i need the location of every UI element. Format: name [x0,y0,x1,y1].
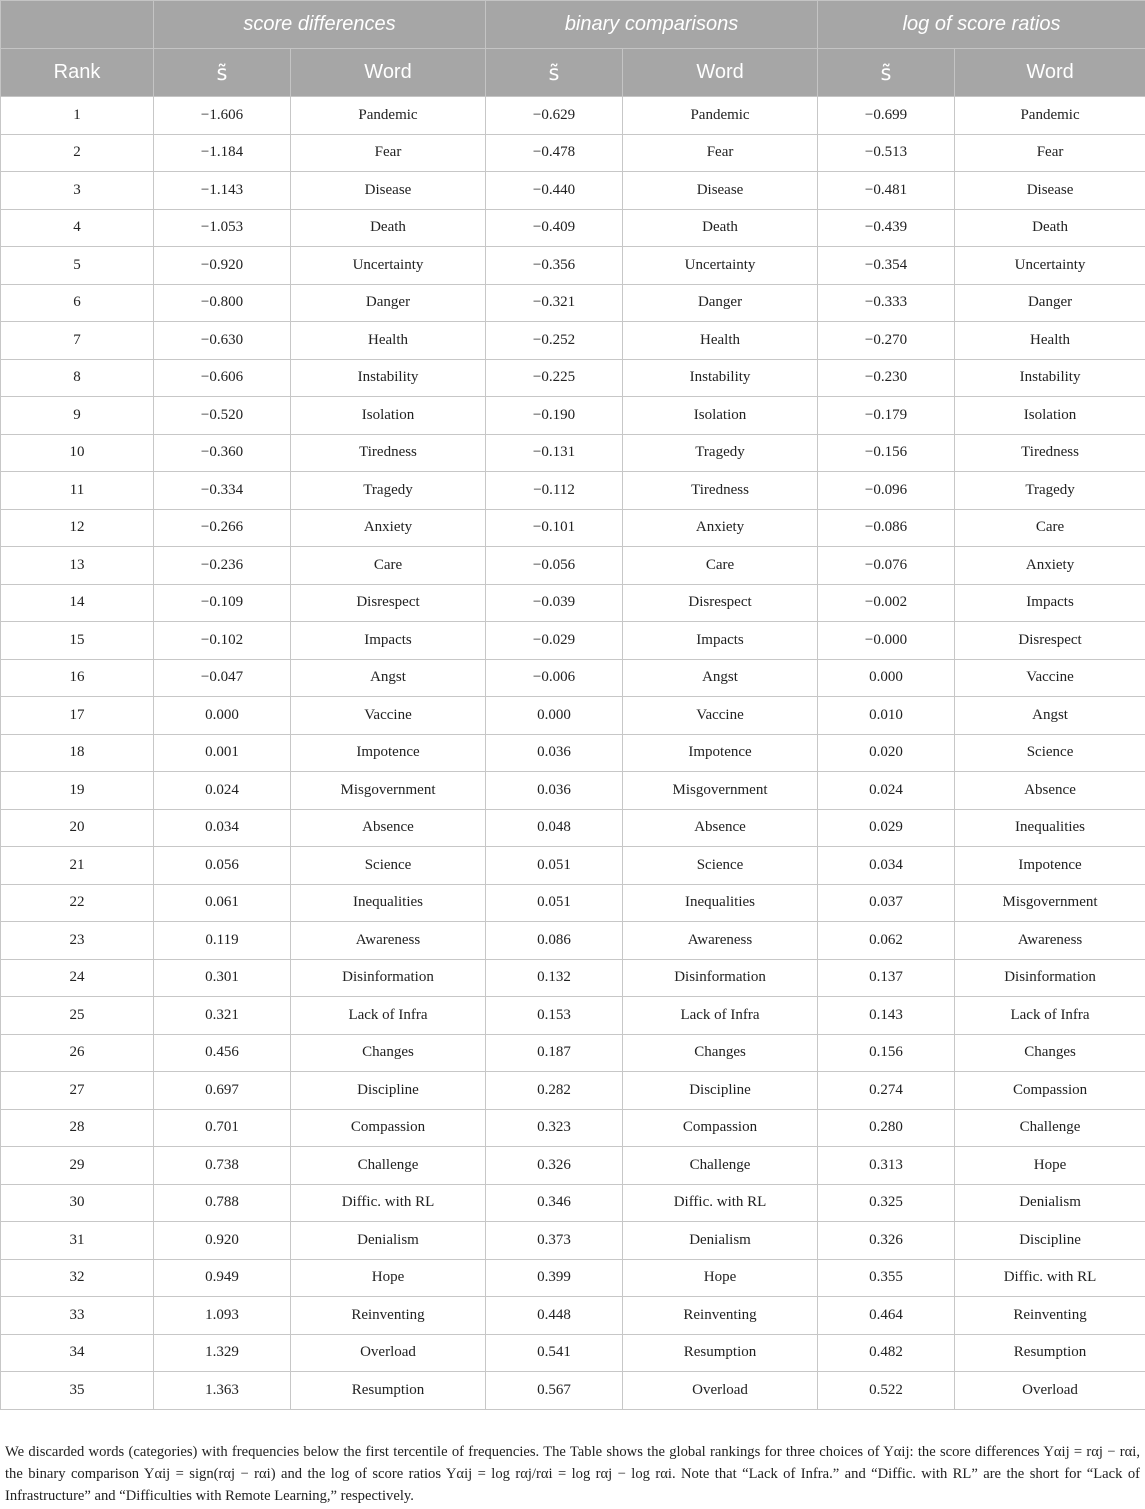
score-diff-word: Disease [291,172,486,210]
log-ratio-value: −0.096 [818,472,955,510]
table-row [1,247,1145,285]
log-ratio-value: 0.037 [818,884,955,922]
table-row [1,584,1145,622]
log-ratio-word: Anxiety [955,547,1145,585]
rank-header-spacer [1,1,154,49]
score-diff-value: 0.001 [154,734,291,772]
score-diff-word: Angst [291,659,486,697]
rank-cell: 19 [1,772,154,810]
binary-value: 0.051 [486,847,623,885]
binary-word: Discipline [623,1072,818,1110]
rank-cell: 20 [1,809,154,847]
log-ratio-value: 0.274 [818,1072,955,1110]
log-ratio-word: Science [955,734,1145,772]
rank-cell: 3 [1,172,154,210]
score-diff-value: −0.109 [154,584,291,622]
rank-cell: 24 [1,959,154,997]
score-diff-word: Inequalities [291,884,486,922]
binary-word: Misgovernment [623,772,818,810]
table-row [1,1297,1145,1335]
table-row [1,1109,1145,1147]
binary-value: 0.132 [486,959,623,997]
log-ratio-value: 0.313 [818,1147,955,1185]
log-ratio-word: Diffic. with RL [955,1259,1145,1297]
log-ratio-value: 0.280 [818,1109,955,1147]
log-ratio-word: Tragedy [955,472,1145,510]
score-diff-word: Compassion [291,1109,486,1147]
score-diff-word: Discipline [291,1072,486,1110]
binary-word: Compassion [623,1109,818,1147]
log-ratio-word: Awareness [955,922,1145,960]
binary-value: −0.029 [486,622,623,660]
score-diff-word: Impacts [291,622,486,660]
score-diff-word: Death [291,209,486,247]
binary-word: Uncertainty [623,247,818,285]
score-diff-word: Care [291,547,486,585]
binary-value: −0.409 [486,209,623,247]
log-ratio-word: Changes [955,1034,1145,1072]
binary-value: −0.039 [486,584,623,622]
log-ratio-value: 0.010 [818,697,955,735]
log-ratio-word: Pandemic [955,97,1145,135]
score-diff-value: −0.630 [154,322,291,360]
score-diff-value: −1.053 [154,209,291,247]
table-row [1,847,1145,885]
score-diff-word: Tiredness [291,434,486,472]
table-row [1,322,1145,360]
log-ratio-word: Inequalities [955,809,1145,847]
log-ratio-value: 0.325 [818,1184,955,1222]
score-diff-word: Lack of Infra [291,997,486,1035]
binary-value: −0.629 [486,97,623,135]
binary-word: Impacts [623,622,818,660]
table-row [1,359,1145,397]
table-row [1,547,1145,585]
binary-word: Danger [623,284,818,322]
table-row [1,1034,1145,1072]
rank-cell: 27 [1,1072,154,1110]
table-row [1,397,1145,435]
log-ratio-word: Overload [955,1372,1145,1410]
score-diff-word: Disrespect [291,584,486,622]
log-ratio-value: −0.000 [818,622,955,660]
table-row [1,1259,1145,1297]
word-header: Word [623,49,818,97]
rank-cell: 23 [1,922,154,960]
binary-word: Lack of Infra [623,997,818,1035]
binary-word: Care [623,547,818,585]
log-ratio-value: −0.270 [818,322,955,360]
log-ratio-value: 0.482 [818,1334,955,1372]
binary-value: 0.000 [486,697,623,735]
rank-cell: 7 [1,322,154,360]
table-header [1,1,1145,97]
score-diff-word: Reinventing [291,1297,486,1335]
log-ratio-value: −0.513 [818,134,955,172]
group-header-binary-comparisons: binary comparisons [486,1,818,49]
table-row [1,209,1145,247]
binary-word: Challenge [623,1147,818,1185]
binary-word: Fear [623,134,818,172]
score-diff-value: 1.093 [154,1297,291,1335]
score-diff-value: 0.920 [154,1222,291,1260]
score-diff-word: Diffic. with RL [291,1184,486,1222]
rank-cell: 17 [1,697,154,735]
score-diff-value: 0.738 [154,1147,291,1185]
log-ratio-value: −0.086 [818,509,955,547]
rank-cell: 22 [1,884,154,922]
log-ratio-word: Impotence [955,847,1145,885]
binary-value: −0.321 [486,284,623,322]
binary-value: 0.448 [486,1297,623,1335]
score-diff-word: Resumption [291,1372,486,1410]
rank-cell: 15 [1,622,154,660]
binary-value: 0.399 [486,1259,623,1297]
log-ratio-word: Impacts [955,584,1145,622]
binary-value: −0.056 [486,547,623,585]
score-diff-word: Pandemic [291,97,486,135]
log-ratio-value: 0.355 [818,1259,955,1297]
rank-cell: 12 [1,509,154,547]
log-ratio-word: Discipline [955,1222,1145,1260]
log-ratio-value: −0.230 [818,359,955,397]
rank-cell: 16 [1,659,154,697]
log-ratio-word: Disrespect [955,622,1145,660]
table-row [1,772,1145,810]
score-diff-value: 0.061 [154,884,291,922]
score-diff-value: −0.520 [154,397,291,435]
binary-value: 0.567 [486,1372,623,1410]
table-row [1,172,1145,210]
binary-value: −0.225 [486,359,623,397]
score-diff-value: 0.119 [154,922,291,960]
binary-value: 0.346 [486,1184,623,1222]
rank-cell: 30 [1,1184,154,1222]
rank-cell: 33 [1,1297,154,1335]
binary-word: Resumption [623,1334,818,1372]
rank-cell: 28 [1,1109,154,1147]
table-row [1,1147,1145,1185]
binary-value: 0.373 [486,1222,623,1260]
table-body [1,97,1145,1410]
score-diff-word: Impotence [291,734,486,772]
binary-word: Death [623,209,818,247]
score-diff-word: Disinformation [291,959,486,997]
binary-value: −0.131 [486,434,623,472]
log-ratio-word: Lack of Infra [955,997,1145,1035]
table-row [1,1334,1145,1372]
binary-word: Tragedy [623,434,818,472]
score-diff-value: −1.143 [154,172,291,210]
rank-cell: 8 [1,359,154,397]
score-diff-value: −0.360 [154,434,291,472]
score-diff-value: 0.949 [154,1259,291,1297]
log-ratio-value: −0.076 [818,547,955,585]
binary-word: Overload [623,1372,818,1410]
log-ratio-word: Health [955,322,1145,360]
binary-word: Disrespect [623,584,818,622]
table-footnote: We discarded words (categories) with frequencies below the first tercentile of frequencies. The Table shows the global rankings for three choices of Yαij: the score differences Yαij = rαj − rαi, the binary comparison Yαij = sign(rαj − rαi) and the log of score ratios Yαij = log rαj/rαi = log rαj − log rαi. Note that “Lack of Infra.” and “Diffic. with RL” are the short for “Lack of Infrastructure” and “Difficulties with Remote Learning,” respectively. [5,1444,1140,1504]
log-ratio-word: Isolation [955,397,1145,435]
table-row [1,1184,1145,1222]
log-ratio-value: 0.029 [818,809,955,847]
score-diff-value: 0.000 [154,697,291,735]
binary-word: Isolation [623,397,818,435]
binary-value: −0.478 [486,134,623,172]
log-ratio-value: −0.354 [818,247,955,285]
rank-cell: 11 [1,472,154,510]
binary-value: −0.440 [486,172,623,210]
table-row [1,97,1145,135]
s-tilde-header: s̃ [154,49,291,97]
table-row [1,959,1145,997]
binary-value: 0.323 [486,1109,623,1147]
table-row [1,134,1145,172]
score-diff-value: −0.334 [154,472,291,510]
binary-word: Pandemic [623,97,818,135]
log-ratio-word: Resumption [955,1334,1145,1372]
log-ratio-value: 0.024 [818,772,955,810]
log-ratio-word: Care [955,509,1145,547]
score-diff-word: Hope [291,1259,486,1297]
log-ratio-word: Challenge [955,1109,1145,1147]
binary-value: 0.153 [486,997,623,1035]
log-ratio-value: −0.156 [818,434,955,472]
binary-word: Changes [623,1034,818,1072]
log-ratio-value: −0.481 [818,172,955,210]
table-row [1,997,1145,1035]
binary-word: Health [623,322,818,360]
table-row [1,697,1145,735]
rank-cell: 13 [1,547,154,585]
log-ratio-value: 0.522 [818,1372,955,1410]
binary-word: Disease [623,172,818,210]
word-header: Word [291,49,486,97]
log-ratio-word: Misgovernment [955,884,1145,922]
score-diff-value: 0.701 [154,1109,291,1147]
binary-word: Inequalities [623,884,818,922]
table-row [1,1072,1145,1110]
score-diff-word: Instability [291,359,486,397]
score-diff-value: −0.047 [154,659,291,697]
log-ratio-word: Absence [955,772,1145,810]
log-ratio-word: Instability [955,359,1145,397]
binary-word: Science [623,847,818,885]
rank-cell: 21 [1,847,154,885]
log-ratio-value: 0.000 [818,659,955,697]
binary-value: −0.252 [486,322,623,360]
binary-word: Tiredness [623,472,818,510]
binary-value: 0.036 [486,734,623,772]
table-row [1,884,1145,922]
score-diff-value: −1.606 [154,97,291,135]
score-diff-word: Isolation [291,397,486,435]
log-ratio-word: Vaccine [955,659,1145,697]
rank-cell: 6 [1,284,154,322]
log-ratio-word: Tiredness [955,434,1145,472]
rank-cell: 35 [1,1372,154,1410]
log-ratio-value: 0.326 [818,1222,955,1260]
log-ratio-value: 0.020 [818,734,955,772]
binary-value: −0.101 [486,509,623,547]
binary-value: 0.326 [486,1147,623,1185]
table-row [1,622,1145,660]
score-diff-value: 0.697 [154,1072,291,1110]
rank-cell: 1 [1,97,154,135]
score-diff-word: Anxiety [291,509,486,547]
log-ratio-value: 0.156 [818,1034,955,1072]
rank-cell: 32 [1,1259,154,1297]
table-row [1,434,1145,472]
binary-word: Denialism [623,1222,818,1260]
log-ratio-value: −0.439 [818,209,955,247]
score-diff-value: −0.606 [154,359,291,397]
rank-cell: 18 [1,734,154,772]
log-ratio-word: Angst [955,697,1145,735]
score-diff-value: 0.321 [154,997,291,1035]
score-diff-word: Uncertainty [291,247,486,285]
log-ratio-word: Compassion [955,1072,1145,1110]
binary-value: −0.112 [486,472,623,510]
binary-value: 0.086 [486,922,623,960]
rank-cell: 2 [1,134,154,172]
score-diff-value: 1.363 [154,1372,291,1410]
log-ratio-value: 0.464 [818,1297,955,1335]
score-diff-word: Awareness [291,922,486,960]
score-diff-word: Danger [291,284,486,322]
log-ratio-word: Denialism [955,1184,1145,1222]
group-header-log-score-ratios: log of score ratios [818,1,1145,49]
score-diff-value: −0.800 [154,284,291,322]
log-ratio-word: Disinformation [955,959,1145,997]
log-ratio-value: −0.002 [818,584,955,622]
rank-cell: 10 [1,434,154,472]
table-row [1,922,1145,960]
rank-cell: 4 [1,209,154,247]
log-ratio-word: Death [955,209,1145,247]
table-row [1,1372,1145,1410]
score-diff-word: Misgovernment [291,772,486,810]
binary-word: Reinventing [623,1297,818,1335]
score-diff-word: Absence [291,809,486,847]
score-diff-value: −1.184 [154,134,291,172]
binary-value: −0.356 [486,247,623,285]
binary-word: Angst [623,659,818,697]
binary-value: 0.541 [486,1334,623,1372]
s-tilde-header: s̃ [486,49,623,97]
rank-header: Rank [1,49,154,97]
rank-cell: 5 [1,247,154,285]
binary-word: Awareness [623,922,818,960]
score-diff-value: 0.301 [154,959,291,997]
log-ratio-value: −0.699 [818,97,955,135]
score-diff-word: Challenge [291,1147,486,1185]
binary-word: Impotence [623,734,818,772]
binary-word: Vaccine [623,697,818,735]
table-row [1,472,1145,510]
log-ratio-word: Disease [955,172,1145,210]
table-row [1,284,1145,322]
log-ratio-value: −0.179 [818,397,955,435]
word-header: Word [955,49,1145,97]
rank-cell: 26 [1,1034,154,1072]
score-diff-value: −0.920 [154,247,291,285]
table-row [1,659,1145,697]
score-diff-word: Tragedy [291,472,486,510]
score-diff-word: Denialism [291,1222,486,1260]
rank-cell: 14 [1,584,154,622]
score-diff-value: 0.056 [154,847,291,885]
log-ratio-word: Danger [955,284,1145,322]
rank-cell: 31 [1,1222,154,1260]
s-tilde-header: s̃ [818,49,955,97]
log-ratio-value: 0.137 [818,959,955,997]
binary-value: −0.190 [486,397,623,435]
log-ratio-word: Fear [955,134,1145,172]
score-diff-value: 0.456 [154,1034,291,1072]
score-diff-word: Science [291,847,486,885]
rank-cell: 9 [1,397,154,435]
rank-cell: 25 [1,997,154,1035]
log-ratio-value: −0.333 [818,284,955,322]
log-ratio-value: 0.062 [818,922,955,960]
log-ratio-word: Uncertainty [955,247,1145,285]
binary-word: Instability [623,359,818,397]
score-diff-value: −0.102 [154,622,291,660]
binary-value: 0.282 [486,1072,623,1110]
binary-word: Disinformation [623,959,818,997]
table-row [1,509,1145,547]
score-diff-value: −0.236 [154,547,291,585]
binary-value: 0.187 [486,1034,623,1072]
binary-value: −0.006 [486,659,623,697]
table-row [1,1222,1145,1260]
binary-word: Anxiety [623,509,818,547]
rank-cell: 34 [1,1334,154,1372]
binary-word: Hope [623,1259,818,1297]
log-ratio-value: 0.034 [818,847,955,885]
table-row [1,809,1145,847]
binary-value: 0.036 [486,772,623,810]
score-diff-value: 0.034 [154,809,291,847]
binary-word: Absence [623,809,818,847]
binary-value: 0.051 [486,884,623,922]
log-ratio-value: 0.143 [818,997,955,1035]
rank-cell: 29 [1,1147,154,1185]
log-ratio-word: Reinventing [955,1297,1145,1335]
binary-value: 0.048 [486,809,623,847]
score-diff-word: Fear [291,134,486,172]
score-diff-word: Overload [291,1334,486,1372]
score-diff-value: 0.788 [154,1184,291,1222]
score-diff-word: Health [291,322,486,360]
score-diff-word: Changes [291,1034,486,1072]
group-header-score-differences: score differences [154,1,486,49]
score-diff-word: Vaccine [291,697,486,735]
table-row [1,734,1145,772]
score-diff-value: −0.266 [154,509,291,547]
log-ratio-word: Hope [955,1147,1145,1185]
score-diff-value: 0.024 [154,772,291,810]
score-diff-value: 1.329 [154,1334,291,1372]
binary-word: Diffic. with RL [623,1184,818,1222]
